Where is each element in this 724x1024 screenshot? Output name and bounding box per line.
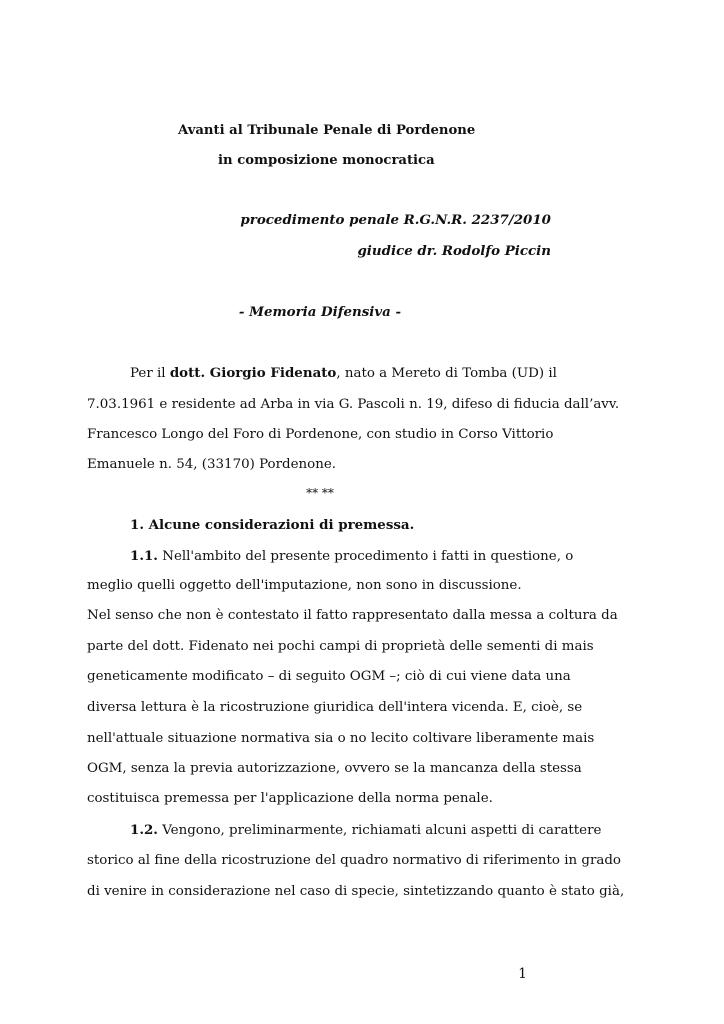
paragraph-line: geneticamente modificato – di seguito OGM –; ciò di cui viene data una [87,669,571,684]
page-number: 1 [518,966,527,982]
intro-line-4: Emanuele n. 54, (33170) Pordenone. [87,457,337,472]
document-title: - Memoria Difensiva - [238,304,402,320]
paragraph-1-1-line-1 [130,548,574,565]
paragraph-number: 1.2. [130,822,158,838]
paragraph-text: Nell'ambito del presente procedimento i fatti in questione, o [157,549,574,564]
separator: ** ** [306,486,334,500]
paragraph-line: Nel senso che non è contestato il fatto rappresentato dalla messa a coltura da [87,608,618,623]
proceeding-number: procedimento penale R.G.N.R. 2237/2010 [240,212,551,228]
intro-text: Per il [130,366,170,381]
court-composition: in composizione monocratica [218,153,435,168]
intro-line-2: 7.03.1961 e residente ad Arba in via G. Pascoli n. 19, difeso di fiducia dall’avv. [87,397,620,412]
court-heading: Avanti al Tribunale Penale di Pordenone [178,123,476,138]
paragraph-number: 1.1. [130,548,158,564]
judge-name: giudice dr. Rodolfo Piccin [357,243,551,259]
paragraph-1-2-line-3: di venire in considerazione nel caso di specie, sintetizzando quanto è stato già, [87,884,625,899]
section-heading: 1. Alcune considerazioni di premessa. [130,517,415,533]
intro-line-1 [130,365,557,382]
paragraph-1-2-line-2: storico al fine della ricostruzione del quadro normativo di riferimento in grado [87,853,621,868]
paragraph-line: OGM, senza la previa autorizzazione, ovvero se la mancanza della stessa [87,761,582,776]
paragraph-1-1-line-2: meglio quelli oggetto dell'imputazione, non sono in discussione. [87,578,522,593]
paragraph-line: parte del dott. Fidenato nei pochi campi di proprietà delle sementi di mais [87,639,594,654]
paragraph-line: costituisca premessa per l'applicazione della norma penale. [87,791,493,806]
paragraph-line: nell'attuale situazione normativa sia o no lecito coltivare liberamente mais [87,731,595,746]
paragraph-line: diversa lettura è la ricostruzione giuridica dell'intera vicenda. E, cioè, se [87,700,583,715]
paragraph-1-2-line-1 [130,822,602,839]
paragraph-text: Vengono, preliminarmente, richiamati alcuni aspetti di carattere [157,823,602,838]
intro-line-3: Francesco Longo del Foro di Pordenone, con studio in Corso Vittorio [87,427,554,442]
intro-text: , nato a Mereto di Tomba (UD) il [336,366,557,381]
defendant-name: dott. Giorgio Fidenato [169,365,337,381]
